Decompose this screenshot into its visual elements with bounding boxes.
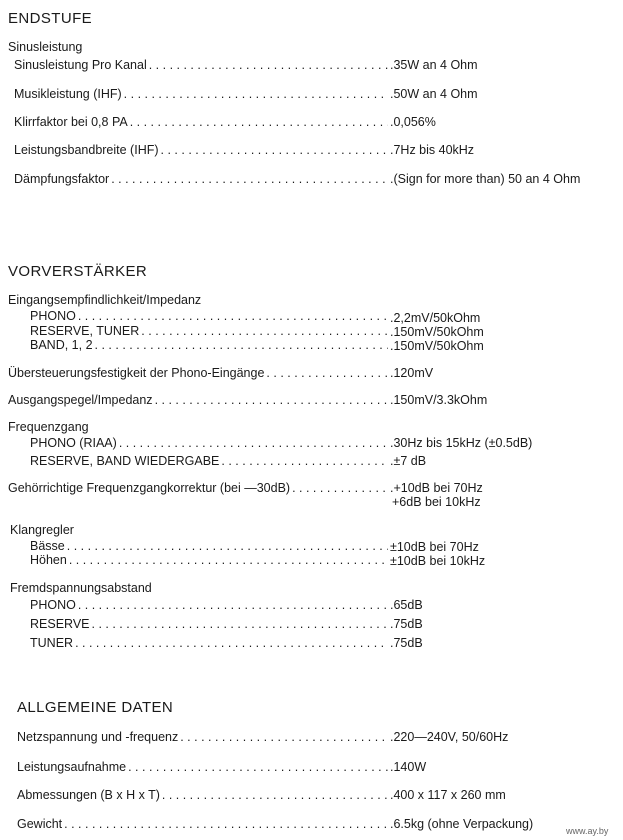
leader-dots [95,338,388,352]
spec-label: Bässe [30,539,65,553]
spec-row [14,115,390,131]
leader-dots [221,454,388,468]
leader-dots [78,598,388,612]
spec-value: .2,2mV/50kOhm [390,311,481,325]
spec-row [30,436,390,452]
leader-dots [111,172,388,186]
spec-row [17,730,390,746]
leader-dots [67,539,388,553]
spec-row [14,143,390,159]
spec-row [8,366,390,382]
spec-row [17,788,390,804]
spec-value: ±10dB bei 70Hz [390,540,479,554]
spec-label: RESERVE [30,617,90,631]
spec-value: .150mV/50kOhm [390,339,484,353]
leader-dots [161,143,388,157]
spec-label: RESERVE, BAND WIEDERGABE [30,454,220,468]
group-label-eingang: Eingangsempfindlichkeit/Impedanz [8,293,202,307]
spec-label: Netzspannung und -frequenz [17,730,179,744]
leader-dots [266,366,388,380]
leader-dots [149,58,388,72]
spec-row [14,87,390,103]
spec-row [30,338,390,354]
spec-label: Höhen [30,553,67,567]
leader-dots [92,617,388,631]
section-title-allgemein: ALLGEMEINE DATEN [17,699,174,716]
spec-label: Musikleistung (IHF) [14,87,122,101]
spec-row [30,454,390,470]
spec-value: .150mV/50kOhm [390,325,484,339]
spec-value: .0,056% [390,115,436,129]
spec-label: RESERVE, TUNER [30,324,140,338]
leader-dots [75,636,388,650]
leader-dots [119,436,388,450]
spec-value: .75dB [390,636,423,650]
leader-dots [78,309,388,323]
leader-dots [162,788,388,802]
spec-row [30,553,390,569]
spec-value: .50W an 4 Ohm [390,87,478,101]
spec-value: .140W [390,760,427,774]
spec-row [17,760,390,776]
spec-label: Abmessungen (B x H x T) [17,788,160,802]
spec-value: .75dB [390,617,423,631]
spec-value: .65dB [390,598,423,612]
spec-row [17,817,390,833]
spec-value-second-line: +6dB bei 10kHz [392,495,481,509]
spec-value: .+10dB bei 70Hz [390,481,483,495]
leader-dots [69,553,388,567]
spec-label: Dämpfungsfaktor [14,172,110,186]
group-label-fremdspannung: Fremdspannungsabstand [10,581,152,595]
spec-row [8,393,390,409]
spec-value: .6.5kg (ohne Verpackung) [390,817,534,831]
spec-label: Übersteuerungsfestigkeit der Phono-Eingänge [8,366,265,380]
spec-value: .400 x 117 x 260 mm [390,788,506,802]
watermark: www.ay.by [566,826,609,836]
spec-label: Gehörrichtige Frequenzgangkorrektur (bei —30dB) [8,481,291,495]
group-label-frequenzgang: Frequenzgang [8,420,89,434]
spec-value: .±7 dB [390,454,427,468]
spec-value: .(Sign for more than) 50 an 4 Ohm [390,172,581,186]
spec-value: .30Hz bis 15kHz (±0.5dB) [390,436,533,450]
spec-row [30,617,390,633]
spec-row [8,481,390,497]
leader-dots [180,730,388,744]
spec-value: .220—240V, 50/60Hz [390,730,509,744]
group-label-klangregler: Klangregler [10,523,74,537]
spec-value: .120mV [390,366,434,380]
section-title-vorverstaerker: VORVERSTÄRKER [8,263,148,280]
leader-dots [128,760,388,774]
section-title-endstufe: ENDSTUFE [8,10,93,27]
spec-value: .150mV/3.3kOhm [390,393,488,407]
spec-label: Leistungsaufnahme [17,760,127,774]
spec-label: Ausgangspegel/Impedanz [8,393,153,407]
spec-row [14,172,390,188]
leader-dots [124,87,388,101]
spec-label: Leistungsbandbreite (IHF) [14,143,159,157]
leader-dots [141,324,388,338]
spec-row [30,636,390,652]
spec-label: Sinusleistung Pro Kanal [14,58,147,72]
spec-row [14,58,390,74]
leader-dots [130,115,388,129]
spec-row [30,598,390,614]
leader-dots [155,393,388,407]
spec-value: .35W an 4 Ohm [390,58,478,72]
group-label-sinusleistung: Sinusleistung [8,40,83,54]
spec-label: PHONO [30,598,76,612]
spec-value: .7Hz bis 40kHz [390,143,475,157]
spec-label: PHONO (RIAA) [30,436,117,450]
spec-label: PHONO [30,309,76,323]
leader-dots [64,817,388,831]
spec-row [30,309,390,325]
spec-label: Klirrfaktor bei 0,8 PA [14,115,128,129]
spec-label: TUNER [30,636,74,650]
spec-label: Gewicht [17,817,63,831]
spec-label: BAND, 1, 2 [30,338,93,352]
leader-dots [292,481,388,495]
spec-value: ±10dB bei 10kHz [390,554,486,568]
